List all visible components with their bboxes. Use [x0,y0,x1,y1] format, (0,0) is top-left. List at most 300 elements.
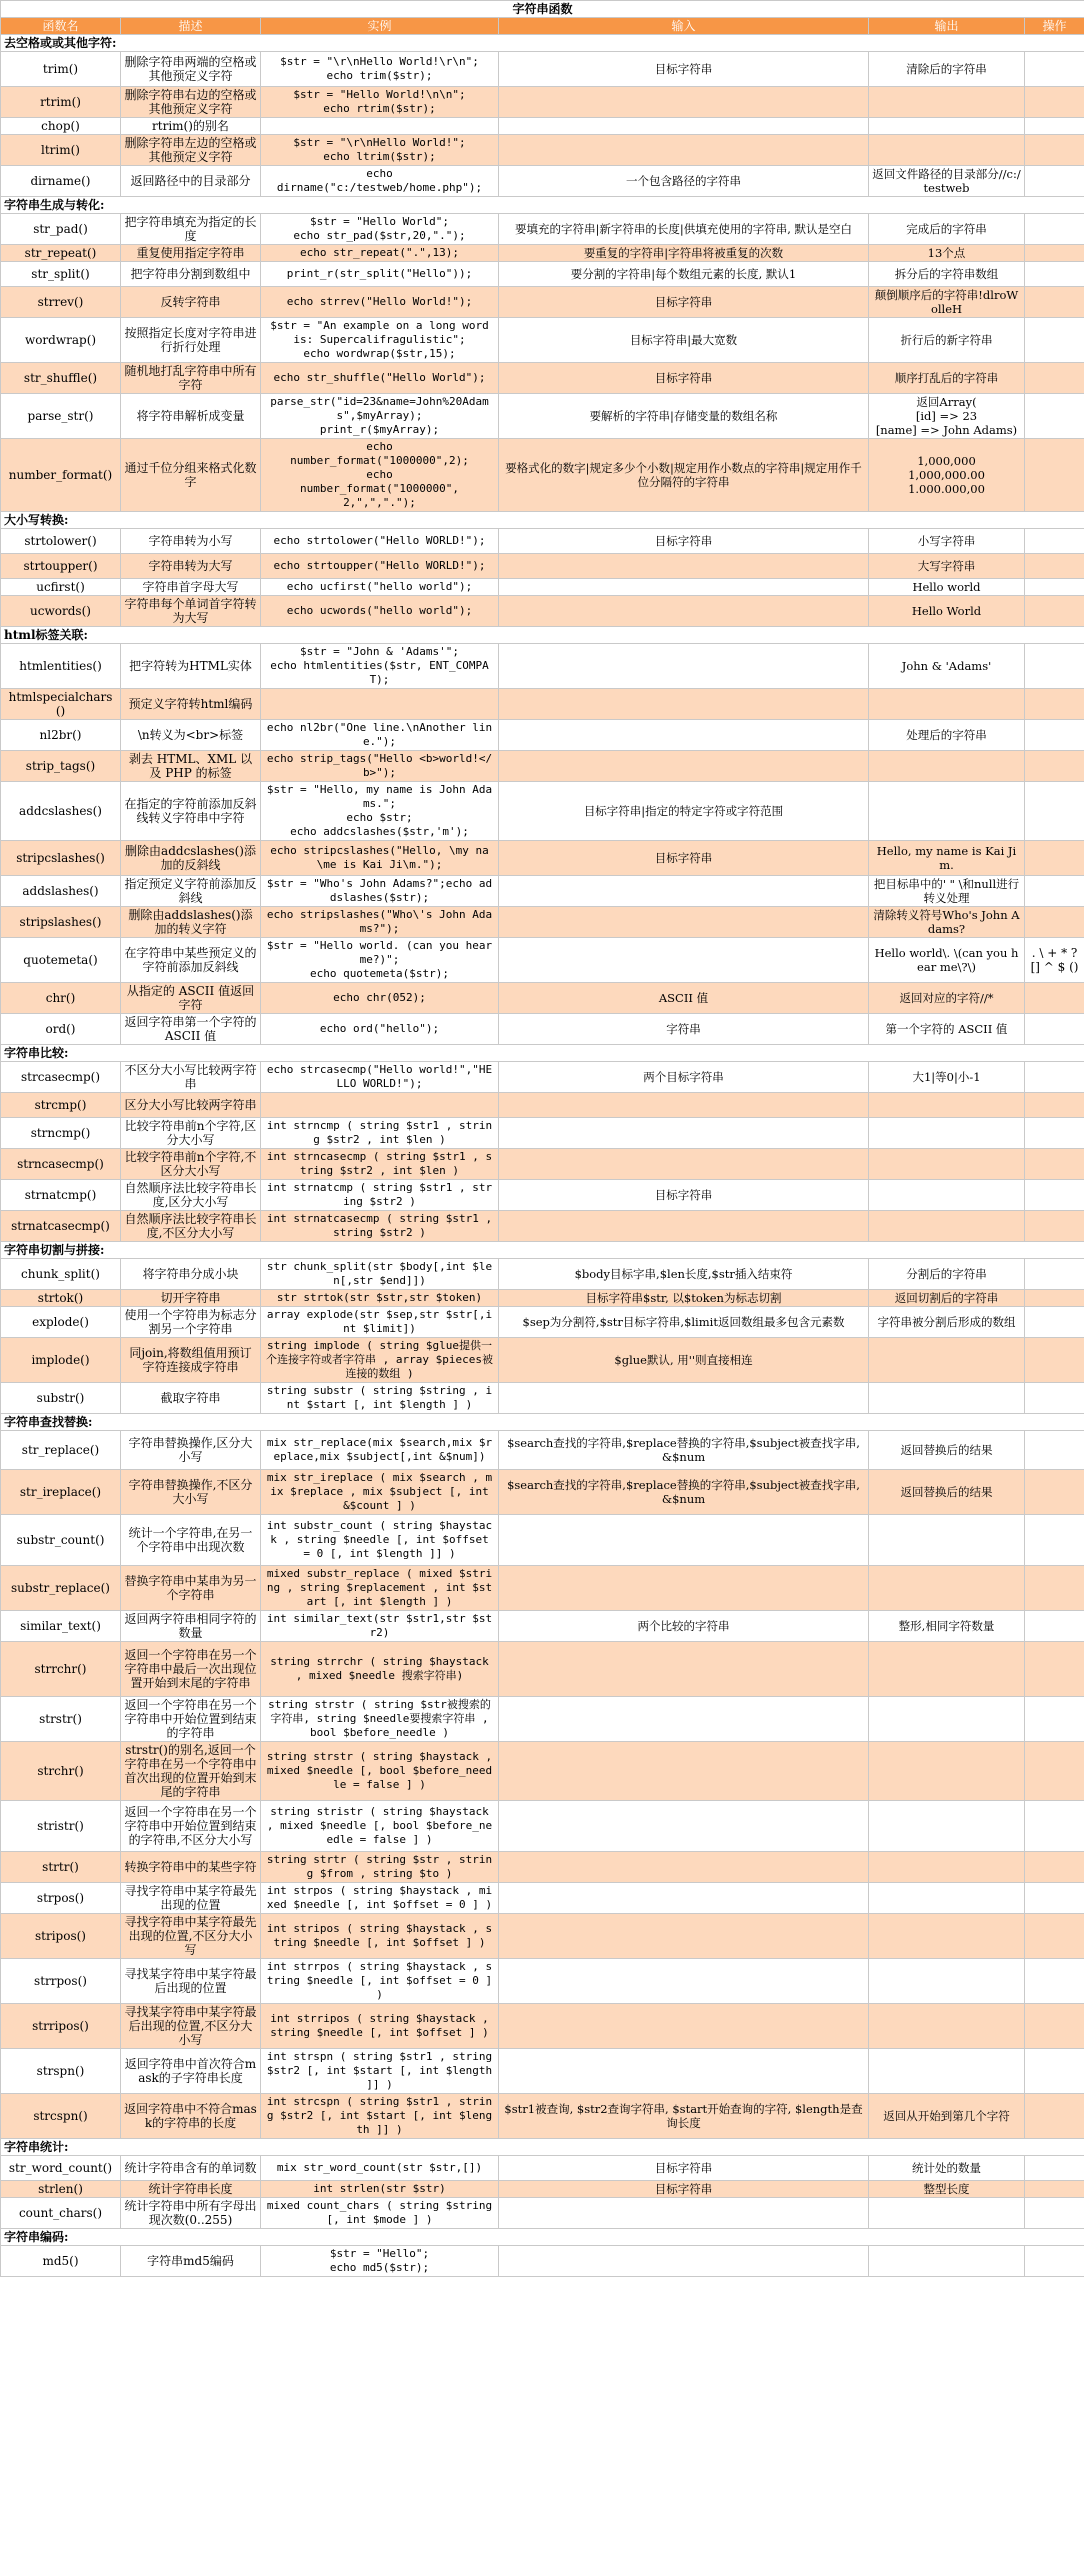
cell-output: 完成后的字符串 [869,214,1025,245]
cell-example: mix str_word_count(str $str,[]) [261,2156,499,2181]
table-row [1,52,1084,87]
cell-example: int strnatcmp ( string $str1 , string $str2 ) [261,1180,499,1211]
cell-output [869,1959,1025,2004]
table-title-row [1,1,1084,18]
cell-input [499,1883,869,1914]
cell-example: echo chr(052); [261,983,499,1014]
cell-output: 拆分后的字符串数组 [869,262,1025,287]
cell-operation [1025,394,1084,439]
cell-description: 统计字符串含有的单词数 [121,2156,261,2181]
cell-input [499,1697,869,1742]
cell-example: str chunk_split(str $body[,int $len[,str $end]]) [261,1259,499,1290]
cell-description: strstr()的别名,返回一个字符串在另一个字符串中首次出现的位置开始到末尾的字符串 [121,1742,261,1801]
cell-output [869,118,1025,135]
cell-function-name: md5() [1,2246,121,2277]
cell-example: string substr ( string $string , int $start [, int $length ] ) [261,1383,499,1414]
cell-operation [1025,876,1084,907]
cell-operation [1025,2198,1084,2229]
cell-function-name: rtrim() [1,87,121,118]
cell-output [869,87,1025,118]
cell-output [869,689,1025,720]
table-row [1,1611,1084,1642]
cell-input: 目标字符串 [499,2181,869,2198]
cell-operation [1025,751,1084,782]
cell-input: 两个比较的字符串 [499,1611,869,1642]
table-row [1,1742,1084,1801]
cell-function-name: ltrim() [1,135,121,166]
cell-operation [1025,245,1084,262]
cell-operation [1025,1431,1084,1470]
cell-example: echo ucfirst("hello world"); [261,579,499,596]
cell-function-name: dirname() [1,166,121,197]
cell-example: $str = "Hello World!\n\n"; echo rtrim($str); [261,87,499,118]
cell-example [261,118,499,135]
table-row [1,644,1084,689]
section-header-row [1,627,1084,644]
cell-operation [1025,1566,1084,1611]
cell-operation [1025,689,1084,720]
table-row [1,1566,1084,1611]
table-row [1,1431,1084,1470]
cell-operation [1025,1014,1084,1045]
table-row [1,1211,1084,1242]
table-title: 字符串函数 [1,1,1084,18]
cell-example: echo strcasecmp("Hello world!","HELLO WORLD!"); [261,1062,499,1093]
cell-example: $str = "Hello, my name is John Adams."; echo $str; echo addcslashes($str,'m'); [261,782,499,841]
cell-output: 第一个字符的 ASCII 值 [869,1014,1025,1045]
cell-input [499,2246,869,2277]
cell-operation [1025,579,1084,596]
cell-input [499,2198,869,2229]
table-row [1,1852,1084,1883]
table-row [1,262,1084,287]
cell-example: str strtok(str $str,str $token) [261,1290,499,1307]
cell-description: 删除字符串两端的空格或其他预定义字符 [121,52,261,87]
cell-output [869,1914,1025,1959]
cell-output [869,1093,1025,1118]
cell-function-name: quotemeta() [1,938,121,983]
cell-description: 返回一个字符串在另一个字符串中最后一次出现位置开始到末尾的字符串 [121,1642,261,1697]
cell-function-name: chop() [1,118,121,135]
cell-output [869,1883,1025,1914]
cell-output [869,1852,1025,1883]
cell-example: $str = "John & 'Adams'"; echo htmlentities($str, ENT_COMPAT); [261,644,499,689]
cell-description: 预定义字符转html编码 [121,689,261,720]
cell-operation [1025,1959,1084,2004]
table-row [1,983,1084,1014]
cell-description: 转换字符串中的某些字符 [121,1852,261,1883]
cell-function-name: stripos() [1,1914,121,1959]
table-row [1,118,1084,135]
table-row [1,1180,1084,1211]
cell-output [869,1383,1025,1414]
cell-function-name: strripos() [1,2004,121,2049]
cell-input [499,1093,869,1118]
cell-function-name: implode() [1,1338,121,1383]
cell-operation [1025,439,1084,512]
cell-example: int strnatcasecmp ( string $str1 , string $str2 ) [261,1211,499,1242]
cell-output [869,1211,1025,1242]
cell-description: 返回字符串中不符合mask的字符串的长度 [121,2094,261,2139]
cell-example: int strcspn ( string $str1 , string $str2 [, int $start [, int $length ]] ) [261,2094,499,2139]
cell-description: 把字符串填充为指定的长度 [121,214,261,245]
cell-operation [1025,2181,1084,2198]
cell-example: int strncasecmp ( string $str1 , string $str2 , int $len ) [261,1149,499,1180]
cell-function-name: ord() [1,1014,121,1045]
cell-output [869,1515,1025,1566]
cell-operation [1025,135,1084,166]
table-row [1,554,1084,579]
cell-operation [1025,262,1084,287]
cell-description: 自然顺序法比较字符串长度,不区分大小写 [121,1211,261,1242]
cell-output [869,782,1025,841]
cell-input: 要解析的字符串|存储变量的数组名称 [499,394,869,439]
cell-operation [1025,1852,1084,1883]
cell-description: 切开字符串 [121,1290,261,1307]
cell-description: 删除由addslashes()添加的转义字符 [121,907,261,938]
cell-function-name: ucfirst() [1,579,121,596]
cell-function-name: addcslashes() [1,782,121,841]
table-row [1,1062,1084,1093]
cell-operation [1025,1211,1084,1242]
table-row [1,87,1084,118]
cell-example: mix str_ireplace ( mix $search , mix $replace , mix $subject [, int &$count ] ) [261,1470,499,1515]
table-row [1,1290,1084,1307]
table-row [1,2198,1084,2229]
cell-function-name: explode() [1,1307,121,1338]
section-header-row [1,1242,1084,1259]
cell-example: echo strip_tags("Hello <b>world!</b>"); [261,751,499,782]
cell-function-name: str_split() [1,262,121,287]
cell-function-name: strrpos() [1,1959,121,2004]
cell-output [869,751,1025,782]
cell-example: $str = "Hello World"; echo str_pad($str,20,"."); [261,214,499,245]
cell-function-name: wordwrap() [1,318,121,363]
cell-description: 指定预定义字符前添加反斜线 [121,876,261,907]
table-row [1,529,1084,554]
cell-operation [1025,287,1084,318]
cell-function-name: strncasecmp() [1,1149,121,1180]
cell-description: 比较字符串前n个字符,不区分大小写 [121,1149,261,1180]
cell-function-name: str_replace() [1,1431,121,1470]
table-row [1,720,1084,751]
cell-output: 清除后的字符串 [869,52,1025,87]
cell-example: echo strtoupper("Hello WORLD!"); [261,554,499,579]
cell-input [499,1383,869,1414]
cell-description: 字符串替换操作,区分大小写 [121,1431,261,1470]
cell-function-name: htmlspecialchars() [1,689,121,720]
cell-example: $str = "\r\nHello World!"; echo ltrim($str); [261,135,499,166]
cell-input [499,1149,869,1180]
cell-output: Hello world [869,579,1025,596]
cell-input: $glue默认, 用''则直接相连 [499,1338,869,1383]
cell-input [499,689,869,720]
cell-operation [1025,1307,1084,1338]
cell-description: 删除字符串左边的空格或其他预定义字符 [121,135,261,166]
cell-operation [1025,166,1084,197]
cell-description: 把字符串分割到数组中 [121,262,261,287]
cell-input [499,579,869,596]
cell-input [499,554,869,579]
cell-input: 字符串 [499,1014,869,1045]
cell-operation [1025,52,1084,87]
cell-input: ASCII 值 [499,983,869,1014]
cell-function-name: str_repeat() [1,245,121,262]
cell-description: 寻找字符串中某字符最先出现的位置 [121,1883,261,1914]
cell-description: 删除由addcslashes()添加的反斜线 [121,841,261,876]
cell-operation [1025,87,1084,118]
cell-function-name: number_format() [1,439,121,512]
table-row [1,394,1084,439]
cell-description: 同join,将数组值用预订字符连接成字符串 [121,1338,261,1383]
cell-output: Hello World [869,596,1025,627]
cell-description: 返回一个字符串在另一个字符串中开始位置到结束的字符串 [121,1697,261,1742]
cell-output: 整形,相同字符数量 [869,1611,1025,1642]
cell-operation [1025,1515,1084,1566]
cell-description: 字符串每个单词首字符转为大写 [121,596,261,627]
table-row [1,2094,1084,2139]
cell-operation [1025,1180,1084,1211]
cell-example: string implode ( string $glue提供一个连接字符或者字符串 , array $pieces被连接的数组 ) [261,1338,499,1383]
cell-operation [1025,318,1084,363]
cell-function-name: str_shuffle() [1,363,121,394]
table-row [1,938,1084,983]
table-row [1,2004,1084,2049]
cell-example: echo strtolower("Hello WORLD!"); [261,529,499,554]
cell-output: 分割后的字符串 [869,1259,1025,1290]
cell-output [869,1697,1025,1742]
cell-input: 两个目标字符串 [499,1062,869,1093]
cell-function-name: strtr() [1,1852,121,1883]
cell-example: int strrpos ( string $haystack , string $needle [, int $offset = 0 ] ) [261,1959,499,2004]
cell-description: 返回两字符串相同字符的数量 [121,1611,261,1642]
cell-example: echo str_shuffle("Hello World"); [261,363,499,394]
header-description: 描述 [121,18,261,35]
cell-operation [1025,1914,1084,1959]
cell-example: $str = "Hello"; echo md5($str); [261,2246,499,2277]
cell-description: 从指定的 ASCII 值返回字符 [121,983,261,1014]
cell-input: $sep为分割符,$str目标字符串,$limit返回数组最多包含元素数 [499,1307,869,1338]
table-row [1,166,1084,197]
cell-output: 清除转义符号Who's John Adams? [869,907,1025,938]
cell-function-name: strchr() [1,1742,121,1801]
table-row [1,2156,1084,2181]
section-header-row [1,197,1084,214]
cell-input: $search查找的字符串,$replace替换的字符串,$subject被查找字串,&$num [499,1431,869,1470]
cell-description: 字符串替换操作,不区分大小写 [121,1470,261,1515]
table-row [1,782,1084,841]
cell-example: int stripos ( string $haystack , string $needle [, int $offset ] ) [261,1914,499,1959]
cell-input [499,1211,869,1242]
cell-input: 要填充的字符串|新字符串的长度|供填充使用的字符串, 默认是空白 [499,214,869,245]
section-title: html标签关联: [1,627,1084,644]
cell-example: $str = "\r\nHello World!\r\n"; echo trim($str); [261,52,499,87]
cell-input [499,1801,869,1852]
cell-example: int strripos ( string $haystack , string $needle [, int $offset ] ) [261,2004,499,2049]
cell-output: 返回文件路径的目录部分//c:/testweb [869,166,1025,197]
cell-operation [1025,529,1084,554]
cell-operation [1025,2156,1084,2181]
cell-function-name: stristr() [1,1801,121,1852]
table-row [1,907,1084,938]
cell-input [499,1566,869,1611]
cell-description: 使用一个字符串为标志分割另一个字符串 [121,1307,261,1338]
cell-output: 顺序打乱后的字符串 [869,363,1025,394]
cell-description: rtrim()的别名 [121,118,261,135]
cell-output [869,2246,1025,2277]
cell-example: echo ucwords("hello world"); [261,596,499,627]
table-row [1,214,1084,245]
cell-output: John & 'Adams' [869,644,1025,689]
table-row [1,1149,1084,1180]
cell-example: echo number_format("1000000",2); echo number_format("1000000",2,",","."); [261,439,499,512]
cell-operation [1025,841,1084,876]
cell-operation: . \ + * ? [] ^ $ () [1025,938,1084,983]
cell-description: 寻找字符串中某字符最先出现的位置,不区分大小写 [121,1914,261,1959]
cell-input [499,751,869,782]
cell-input: 目标字符串 [499,287,869,318]
cell-operation [1025,782,1084,841]
cell-output: 颠倒顺序后的字符串!dlroW olleH [869,287,1025,318]
cell-output [869,2049,1025,2094]
cell-operation [1025,214,1084,245]
cell-operation [1025,1801,1084,1852]
cell-description: 不区分大小写比较两字符串 [121,1062,261,1093]
cell-output: 1,000,000 1,000,000.00 1.000.000,00 [869,439,1025,512]
cell-description: 返回路径中的目录部分 [121,166,261,197]
cell-input [499,1852,869,1883]
cell-operation [1025,596,1084,627]
cell-description: 字符串转为大写 [121,554,261,579]
cell-function-name: str_ireplace() [1,1470,121,1515]
cell-function-name: stripcslashes() [1,841,121,876]
cell-function-name: chunk_split() [1,1259,121,1290]
cell-function-name: substr_replace() [1,1566,121,1611]
cell-input [499,1515,869,1566]
section-header-row [1,1045,1084,1062]
cell-operation [1025,983,1084,1014]
cell-description: 比较字符串前n个字符,区分大小写 [121,1118,261,1149]
table-row [1,841,1084,876]
table-row [1,1307,1084,1338]
cell-input: 一个包含路径的字符串 [499,166,869,197]
cell-function-name: strspn() [1,2049,121,2094]
cell-input: 目标字符串 [499,841,869,876]
cell-function-name: strtoupper() [1,554,121,579]
cell-output: 折行后的新字符串 [869,318,1025,363]
cell-operation [1025,1118,1084,1149]
cell-function-name: parse_str() [1,394,121,439]
cell-function-name: strtolower() [1,529,121,554]
table-row [1,287,1084,318]
cell-example: echo strrev("Hello World!"); [261,287,499,318]
cell-function-name: strcasecmp() [1,1062,121,1093]
cell-input [499,720,869,751]
cell-operation [1025,1642,1084,1697]
table-row [1,1259,1084,1290]
cell-output [869,1801,1025,1852]
table-row [1,751,1084,782]
cell-function-name: strnatcmp() [1,1180,121,1211]
cell-input: 要格式化的数字|规定多少个小数|规定用作小数点的字符串|规定用作千位分隔符的字符串 [499,439,869,512]
cell-example: echo stripcslashes("Hello, \my na\me is Kai Ji\m."); [261,841,499,876]
cell-operation [1025,2004,1084,2049]
cell-function-name: str_pad() [1,214,121,245]
cell-operation [1025,1470,1084,1515]
cell-output [869,135,1025,166]
header-function-name: 函数名 [1,18,121,35]
cell-description: 删除字符串右边的空格或其他预定义字符 [121,87,261,118]
cell-example: string strstr ( string $haystack , mixed $needle [, bool $before_needle = false ] ) [261,1742,499,1801]
table-row [1,876,1084,907]
cell-output: Hello world\. \(can you hear me\?\) [869,938,1025,983]
table-row [1,2049,1084,2094]
cell-input: 目标字符串 [499,529,869,554]
cell-function-name: htmlentities() [1,644,121,689]
cell-operation [1025,554,1084,579]
cell-input: 要分割的字符串|每个数组元素的长度, 默认1 [499,262,869,287]
cell-operation [1025,644,1084,689]
cell-example: int strpos ( string $haystack , mixed $needle [, int $offset = 0 ] ) [261,1883,499,1914]
cell-description: 自然顺序法比较字符串长度,区分大小写 [121,1180,261,1211]
cell-description: 寻找某字符串中某字符最后出现的位置,不区分大小写 [121,2004,261,2049]
section-title: 字符串比较: [1,1045,1084,1062]
cell-function-name: nl2br() [1,720,121,751]
cell-output: 小写字符串 [869,529,1025,554]
cell-description: 返回一个字符串在另一个字符串中开始位置到结束的字符串,不区分大小写 [121,1801,261,1852]
section-title: 字符串编码: [1,2229,1084,2246]
cell-description: 字符串转为小写 [121,529,261,554]
cell-function-name: strnatcasecmp() [1,1211,121,1242]
cell-input [499,1914,869,1959]
cell-input [499,135,869,166]
cell-output: 处理后的字符串 [869,720,1025,751]
table-row [1,1914,1084,1959]
cell-input [499,1742,869,1801]
cell-function-name: strtok() [1,1290,121,1307]
cell-example: echo dirname("c:/testweb/home.php"); [261,166,499,197]
cell-function-name: strpos() [1,1883,121,1914]
cell-description: 在指定的字符前添加反斜线转义字符串中字符 [121,782,261,841]
cell-example: array explode(str $sep,str $str[,int $limit]) [261,1307,499,1338]
cell-output: 返回替换后的结果 [869,1470,1025,1515]
cell-input [499,1959,869,2004]
cell-input: 目标字符串 [499,1180,869,1211]
cell-example: echo ord("hello"); [261,1014,499,1045]
cell-output [869,1118,1025,1149]
cell-example: mixed count_chars ( string $string [, int $mode ] ) [261,2198,499,2229]
table-row [1,318,1084,363]
cell-description: 将字符串解析成变量 [121,394,261,439]
cell-operation [1025,2049,1084,2094]
cell-example: echo stripslashes("Who\'s John Adams?"); [261,907,499,938]
cell-input [499,1118,869,1149]
cell-operation [1025,1697,1084,1742]
cell-input [499,644,869,689]
cell-input: $search查找的字符串,$replace替换的字符串,$subject被查找字串,&$num [499,1470,869,1515]
cell-operation [1025,1149,1084,1180]
cell-function-name: substr_count() [1,1515,121,1566]
table-row [1,1801,1084,1852]
table-row [1,1470,1084,1515]
section-header-row [1,1414,1084,1431]
cell-input: 要重复的字符串|字符串将被重复的次数 [499,245,869,262]
cell-example: $str = "Hello world. (can you hear me?)"; echo quotemeta($str); [261,938,499,983]
cell-output: 字符串被分割后形成的数组 [869,1307,1025,1338]
header-output: 输出 [869,18,1025,35]
cell-description: 剥去 HTML、XML 以及 PHP 的标签 [121,751,261,782]
table-row [1,1383,1084,1414]
